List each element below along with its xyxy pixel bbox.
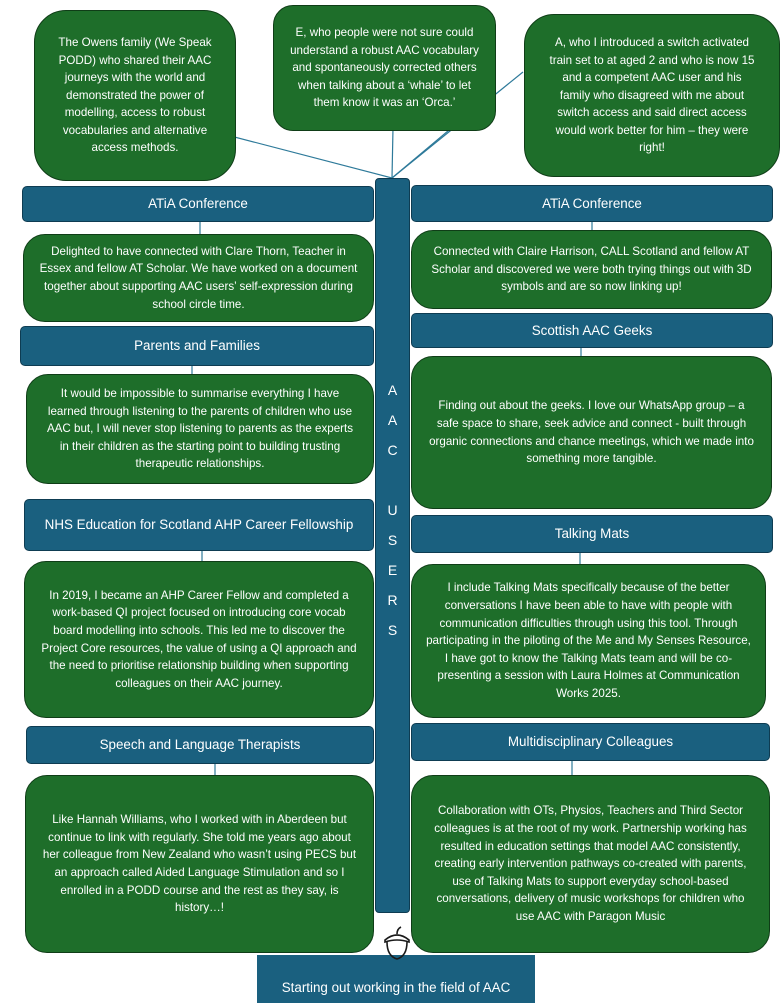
header-nhs-fellowship [24, 499, 374, 551]
trunk-letter: C [387, 442, 398, 458]
header-left-atia [22, 186, 374, 222]
header-talking-mats-label: Talking Mats [554, 526, 630, 541]
base-starting-out [257, 955, 535, 1003]
header-nhs-fellowship-label: NHS Education for Scotland AHP Career Fellowship [44, 517, 354, 532]
leaf-slt-text: Like Hannah Williams, who I worked with in Aberdeen but continue to link with regularly. She told me years ago about her colleague from New Zealand who wasn’t using PECS but an approach called Aided Language Stimulation and so I enrolled in a PODD course and the rest as they say, is history…! [42, 813, 357, 915]
leaf-scottish-geeks [411, 356, 772, 509]
trunk-aac-users [375, 178, 410, 913]
leaf-left-atia-text: Delighted to have connected with Clare Thorn, Teacher in Essex and fellow AT Scholar. We have worked on a document together about supporting AAC users’ self-expression during school circle time. [39, 244, 358, 311]
acorn-icon [380, 926, 414, 962]
leaf-scottish-geeks-text: Finding out about the geeks. I love our WhatsApp group – a safe space to share, seek advice and connect - built through organic connections and chance meetings, which we made into something more tangible. [429, 399, 754, 466]
trunk-letter: S [387, 622, 398, 638]
trunk-letter: E [387, 562, 398, 578]
header-scottish-geeks [411, 313, 773, 348]
leaf-right-atia [411, 230, 772, 309]
trunk-letter: S [387, 532, 398, 548]
leaf-parents-families-text: It would be impossible to summarise everything I have learned through listening to the parents of children who use AAC but, I will never stop listening to parents as the experts in their children as the starting point to building trusting therapeutic relationships. [46, 387, 354, 471]
header-slt-label: Speech and Language Therapists [99, 737, 301, 752]
leaf-owens-text: The Owens family (We Speak PODD) who shared their AAC journeys with the world and demonstrated the power of modelling, access to robust vocabularies and alternative access methods. [58, 35, 212, 155]
leaf-talking-mats-text: I include Talking Mats specifically because of the better conversations I have been able to have with people with communication difficulties through using this tool. Through participating in the piloting of the Me and My Senses Resource, I have got to know the Talking Mats team and will be co-presenting a session with Laura Holmes at Communication Works 2025. [426, 581, 751, 700]
header-right-atia-label: ATiA Conference [542, 195, 642, 211]
trunk-letter: A [387, 382, 398, 398]
leaf-multidisciplinary [411, 775, 770, 953]
header-left-atia-label: ATiA Conference [148, 196, 248, 211]
leaf-owens-family [34, 10, 236, 181]
trunk-letter: R [387, 592, 398, 608]
leaf-multidisciplinary-text: Collaboration with OTs, Physios, Teachers and Third Sector colleagues is at the root of my work. Partnership working has resulted in education settings that model AAC consistently, creating early intervention pathways co-created with parents, use of Talking Mats to support everyday school-based conversations, delivery of music workshops for children who use AAC with Paragon Music [434, 804, 747, 923]
trunk-letter: A [387, 412, 398, 428]
leaf-nhs-fellowship [24, 561, 374, 718]
header-multidisciplinary [411, 723, 770, 761]
header-scottish-geeks-label: Scottish AAC Geeks [531, 322, 653, 338]
header-talking-mats [411, 515, 773, 553]
leaf-right-atia-text: Connected with Claire Harrison, CALL Scotland and fellow AT Scholar and discovered we were both trying things out with 3D symbols and are so now linking up! [431, 245, 752, 294]
base-label: Starting out working in the field of AAC [281, 980, 511, 995]
header-parents-families-label: Parents and Families [134, 338, 260, 353]
header-right-atia [411, 185, 773, 222]
header-parents-families [20, 326, 374, 366]
header-slt [26, 726, 374, 764]
trunk-letter: U [387, 502, 398, 518]
leaf-talking-mats [411, 564, 766, 718]
leaf-e-text: E, who people were not sure could understand a robust AAC vocabulary and spontaneously corrected others when talking about a ‘whale’ to let them know it was an ‘Orca.’ [290, 26, 479, 110]
leaf-parents-families [26, 374, 374, 484]
header-multidisciplinary-label: Multidisciplinary Colleagues [507, 734, 674, 749]
leaf-a-train [524, 14, 780, 177]
leaf-e-whale [273, 5, 496, 131]
branch-line-e [392, 128, 393, 178]
leaf-nhs-fellowship-text: In 2019, I became an AHP Career Fellow and completed a work-based QI project focused on introducing core vocab board modelling into schools. This led me to discover the Project Core resources, the value of using a QI approach and the need to prioritise relationship building when supporting colleagues on their AAC journey. [41, 588, 357, 690]
leaf-a-text: A, who I introduced a switch activated train set to at aged 2 and who is now 15 and a competent AAC user and his family who disagreed with me about switch access and said direct access would work better for him – they were right! [549, 35, 755, 155]
leaf-left-atia [23, 234, 374, 322]
leaf-slt [25, 775, 374, 953]
